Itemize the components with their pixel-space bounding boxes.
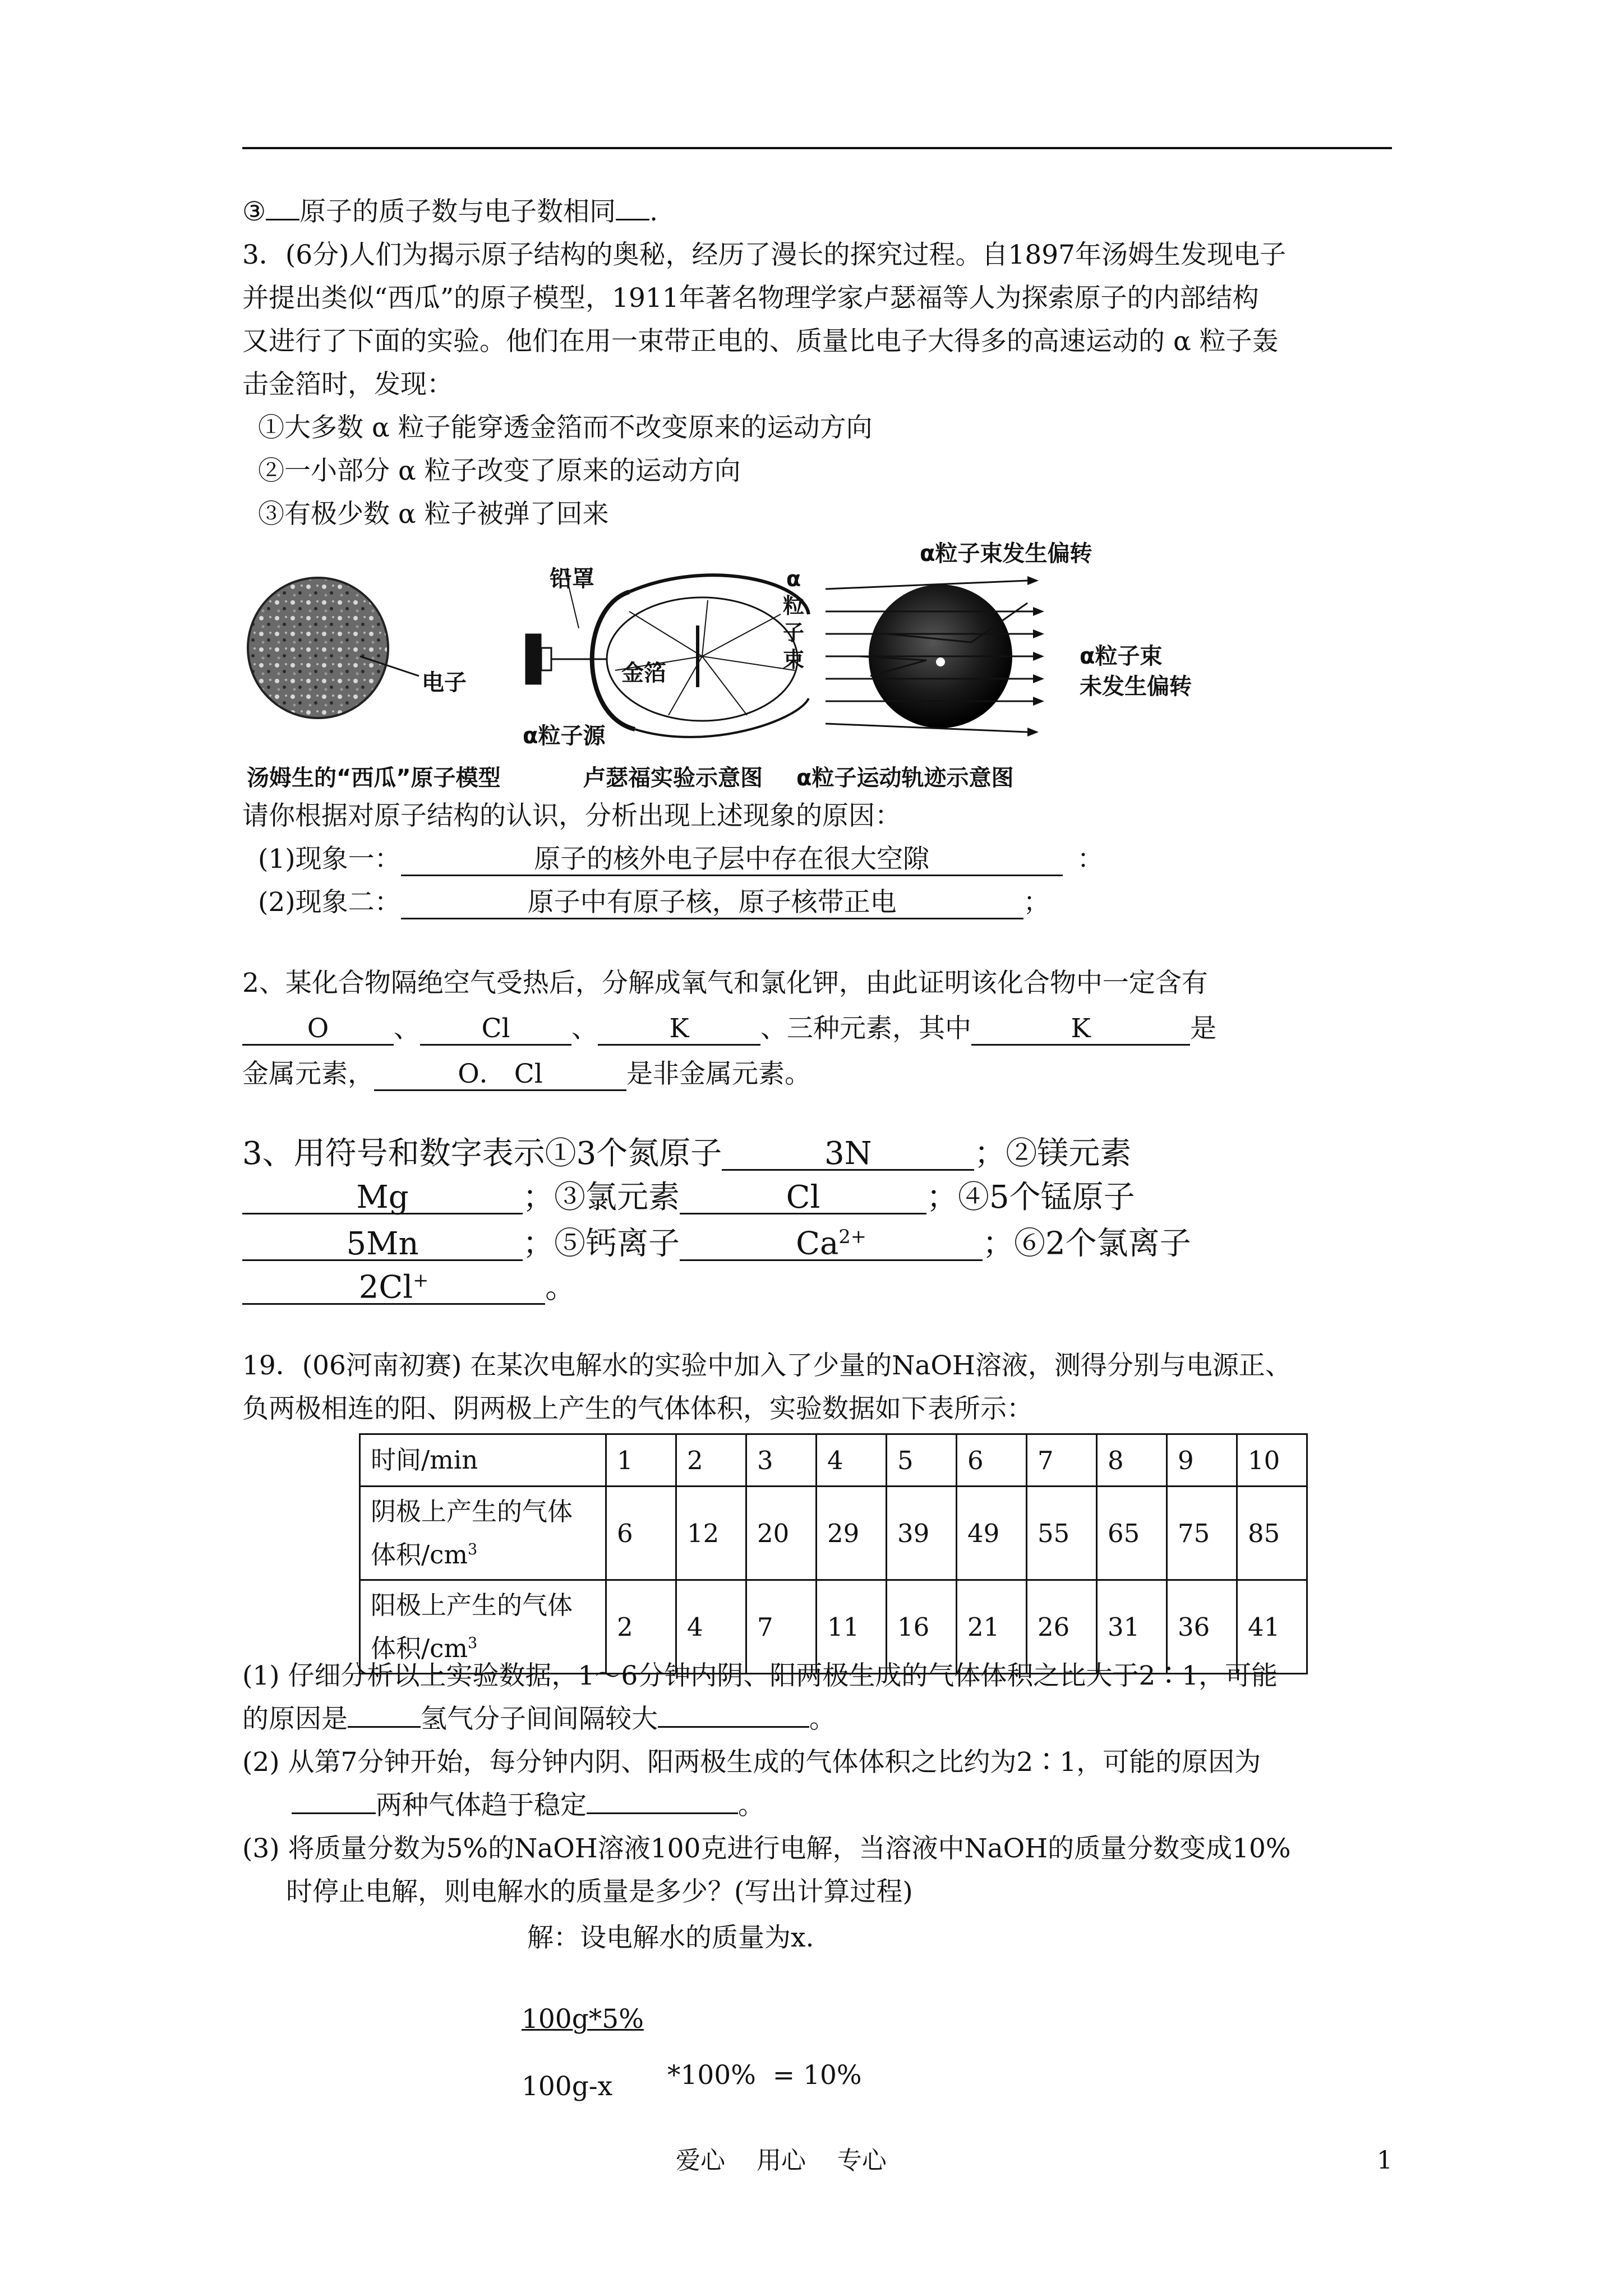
caption-watermelon: 汤姆生的“西瓜”原子模型 [247,765,501,791]
page-number: 1 [1377,2146,1393,2175]
electrolysis-data-table [359,1433,1308,1674]
q19-p2-line-1: (2) 从第7分钟开始，每分钟内阴、阳两极生成的气体体积之比约为2∶1，可能的原因为 [242,1747,1261,1778]
q19-p1-line-1: (1) 仔细分析以上实验数据，1～6分钟内阴、阳两极生成的气体体积之比大于2∶1，可能 [242,1660,1278,1691]
q-prev-line: ③ 原子的质子数与电子数相同 . [242,196,658,227]
q19-line-2: 负两极相连的阳、阴两极上产生的气体体积，实验数据如下表所示： [242,1393,1033,1424]
q19-line-1: 19．(06河南初赛) 在某次电解水的实验中加入了少量的NaOH溶液，测得分别与电源正、 [242,1350,1292,1381]
q3-answer-1: (1)现象一： 原子的核外电子层中存在很大空隙 ： [258,843,1104,876]
q19-p3-line-1: (3) 将质量分数为5%的NaOH溶液100克进行电解，当溶液中NaOH的质量分数变成10% [242,1833,1291,1864]
label-undeflected-2: 未发生偏转 [1080,674,1192,700]
q2-line-3: 金属元素， O． Cl 是非金属元素。 [242,1057,811,1091]
label-alpha-source: α粒子源 [523,723,606,749]
table-row: 阴极上产生的气体 体积$/cm^3$ 6 12 20 29 39 49 55 65 75 85 [360,1487,1307,1580]
q3b-line-3: 5Mn ；⑤钙离子 $Ca^{2+}$ ；⑥2个氯离子 [242,1222,1191,1264]
q3b-line-2: Mg ；③氯元素 Cl ；④5个锰原子 [242,1178,1135,1217]
q3-line-3: 又进行了下面的实验。他们在用一束带正电的、质量比电子大得多的高速运动的 α 粒子轰 [242,326,1279,357]
q3-finding-2: ②一小部分 α 粒子改变了原来的运动方向 [258,455,741,486]
fraction-numerator: 100g*5% [522,2004,644,2035]
q2-line-2: O 、 Cl 、 K 、三种元素，其中 K 是 [242,1012,1216,1046]
q19-p2-line-2: 两种气体趋于稳定 。 [292,1789,764,1823]
q3-finding-3: ③有极少数 α 粒子被弹了回来 [258,499,609,530]
q3-line-1: 3．(6分)人们为揭示原子结构的奥秘，经历了漫长的探究过程。自1897年汤姆生发现电子 [242,240,1287,270]
q3-answer-2: (2)现象二： 原子中有原子核，原子核带正电 ； [258,886,1050,919]
q3-line-4: 击金箔时，发现： [242,369,453,400]
q3b-line-4: 2Cl+ 。 [242,1266,577,1308]
table-row: 时间/min 1 2 3 4 5 6 7 8 9 10 [360,1434,1307,1487]
atom-experiment-figure [242,536,1151,754]
label-gold-foil: 金箔 [621,660,666,686]
label-electron: 电子 [422,670,467,696]
fraction-denominator: 100g-x [522,2071,613,2102]
q2-line-1: 2、某化合物隔绝空气受热后，分解成氧气和氯化钾，由此证明该化合物中一定含有 [242,968,1208,999]
q19-p3-line-2: 时停止电解，则电解水的质量是多少？(写出计算过程) [286,1876,913,1907]
label-lead-cover: 铅罩 [550,566,594,592]
watermelon-model-diagram [248,578,419,718]
q3-prompt: 请你根据对原子结构的认识，分析出现上述现象的原因： [242,800,901,831]
label-alpha-beam: α 粒 子 束 [782,567,804,672]
footer-motto: 爱心 用心 专心 [676,2146,887,2175]
q3-line-2: 并提出类似“西瓜”的原子模型，1911年著名物理学家卢瑟福等人为探索原子的内部结构 [242,283,1259,314]
equation-rest: *100% = 10% [667,2060,862,2091]
alpha-trajectory-diagram [826,576,1044,737]
q19-solution: 解：设电解水的质量为x. [527,1922,814,1953]
caption-trajectory: α粒子运动轨迹示意图 [796,765,1014,791]
table-row: 阳极上产生的气体 体积$/cm^3$ 2 4 7 11 16 21 26 31 36 41 [360,1580,1307,1674]
q3-finding-1: ①大多数 α 粒子能穿透金箔而不改变原来的运动方向 [258,412,873,443]
q19-p1-line-2: 的原因是 氢气分子间间隔较大 。 [242,1704,836,1734]
q3b-line-1: 3、用符号和数字表示①3个氮原子 3N ；②镁元素 [242,1135,1132,1172]
header-rule [242,147,1392,149]
caption-rutherford: 卢瑟福实验示意图 [583,765,763,791]
label-deflected: α粒子束发生偏转 [920,541,1092,567]
label-undeflected-1: α粒子束 [1080,643,1163,669]
rutherford-apparatus-diagram [525,569,809,737]
